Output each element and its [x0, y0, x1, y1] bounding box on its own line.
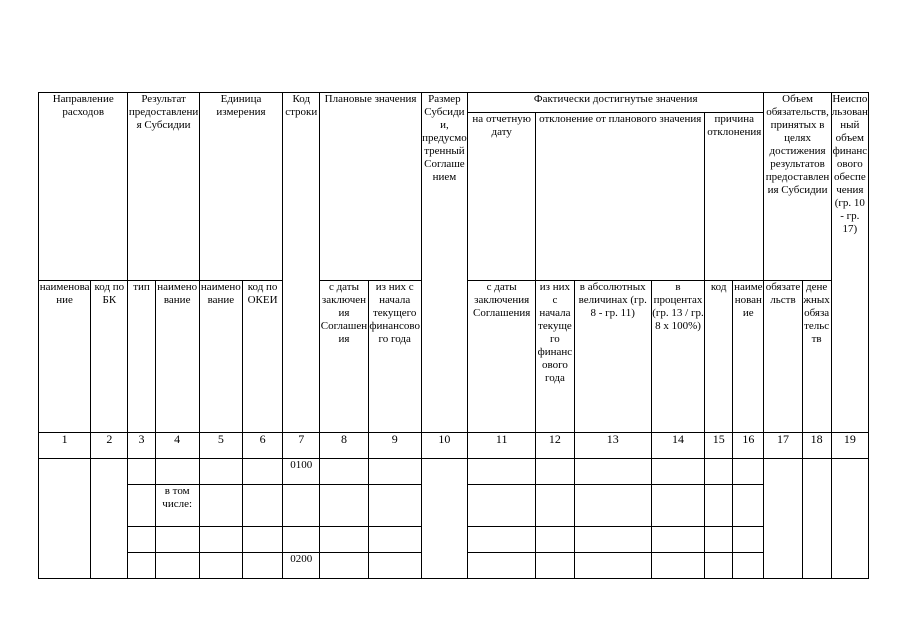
- table-cell[interactable]: [705, 527, 733, 553]
- table-cell[interactable]: [128, 527, 155, 553]
- header-result: Результат предоставления Субсидии: [128, 93, 199, 281]
- table-cell[interactable]: [574, 485, 651, 527]
- table-cell[interactable]: [764, 459, 802, 579]
- table-cell[interactable]: [802, 459, 831, 579]
- table-cell[interactable]: [468, 527, 536, 553]
- table-cell[interactable]: [536, 527, 574, 553]
- table-cell[interactable]: [733, 459, 764, 485]
- table-cell[interactable]: [651, 527, 704, 553]
- row-code-0200: 0200: [283, 553, 320, 579]
- subheader-monetary-obligations: денежных обязательств: [802, 281, 831, 433]
- table-cell[interactable]: [91, 459, 128, 579]
- column-numbers-row: [39, 433, 869, 459]
- subheader-bk-code: код по БК: [91, 281, 128, 433]
- column-number: 5: [199, 433, 242, 459]
- column-number: 13: [574, 433, 651, 459]
- table-cell[interactable]: [705, 553, 733, 579]
- column-number: 6: [242, 433, 282, 459]
- table-cell[interactable]: [574, 527, 651, 553]
- table-cell[interactable]: [242, 459, 282, 485]
- header-planned: Плановые значения: [320, 93, 421, 281]
- table-cell[interactable]: [155, 459, 199, 485]
- column-number: 7: [283, 433, 320, 459]
- table-cell[interactable]: [733, 485, 764, 527]
- subheader-actual-since-agreement: с даты заключения Соглашения: [468, 281, 536, 433]
- table-cell[interactable]: [368, 485, 421, 527]
- header-line-code: Код строки: [283, 93, 320, 433]
- column-number: 11: [468, 433, 536, 459]
- table-cell[interactable]: [242, 485, 282, 527]
- column-number: 1: [39, 433, 91, 459]
- table-cell[interactable]: [199, 527, 242, 553]
- subheader-actual-current-year: из них с начала текущего финансового года: [536, 281, 574, 433]
- column-number: 14: [651, 433, 704, 459]
- table-cell[interactable]: [574, 459, 651, 485]
- table-cell[interactable]: [283, 485, 320, 527]
- table-cell[interactable]: [155, 553, 199, 579]
- table-cell[interactable]: [39, 459, 91, 579]
- table-row: [39, 459, 869, 485]
- subheader-unit-name: наименование: [199, 281, 242, 433]
- table-cell[interactable]: [651, 553, 704, 579]
- subheader-reason-name: наименование: [733, 281, 764, 433]
- subheader-plan-since-agreement: с даты заключения Соглашения: [320, 281, 368, 433]
- header-direction: Направление расходов: [39, 93, 128, 281]
- table-cell[interactable]: [320, 485, 368, 527]
- subheader-okei-code: код по ОКЕИ: [242, 281, 282, 433]
- table-cell[interactable]: [705, 485, 733, 527]
- table-cell[interactable]: [128, 553, 155, 579]
- column-number: 16: [733, 433, 764, 459]
- header-unit: Единица измерения: [199, 93, 282, 281]
- table-cell[interactable]: [468, 485, 536, 527]
- column-number: 18: [802, 433, 831, 459]
- table-cell[interactable]: [705, 459, 733, 485]
- header-deviation-reason: причина отклонения: [705, 113, 764, 281]
- subheader-obligations: обязательств: [764, 281, 802, 433]
- table-cell[interactable]: [368, 527, 421, 553]
- column-number: 9: [368, 433, 421, 459]
- table-cell[interactable]: [320, 527, 368, 553]
- table-cell[interactable]: [128, 485, 155, 527]
- column-number: 3: [128, 433, 155, 459]
- report-table: [38, 92, 869, 579]
- including-label: в том числе:: [155, 485, 199, 527]
- table-cell[interactable]: [128, 459, 155, 485]
- table-cell[interactable]: [368, 553, 421, 579]
- column-number: 2: [91, 433, 128, 459]
- table-cell[interactable]: [199, 485, 242, 527]
- table-cell[interactable]: [368, 459, 421, 485]
- subheader-deviation-percent: в процентах (гр. 13 / гр. 8 x 100%): [651, 281, 704, 433]
- table-cell[interactable]: [651, 485, 704, 527]
- column-number: 10: [421, 433, 467, 459]
- header-reporting-date: на отчетную дату: [468, 113, 536, 281]
- column-number: 17: [764, 433, 802, 459]
- column-number: 8: [320, 433, 368, 459]
- subheader-type: тип: [128, 281, 155, 433]
- table-cell[interactable]: [733, 527, 764, 553]
- subheader-name: наименование: [39, 281, 91, 433]
- table-cell[interactable]: [320, 459, 368, 485]
- table-cell[interactable]: [468, 553, 536, 579]
- table-cell[interactable]: [733, 553, 764, 579]
- row-code-0100: 0100: [283, 459, 320, 485]
- column-number: 15: [705, 433, 733, 459]
- table-cell[interactable]: [831, 459, 868, 579]
- table-cell[interactable]: [536, 459, 574, 485]
- table-cell[interactable]: [155, 527, 199, 553]
- header-unused: Неиспользованный объем финансового обеспечения (гр. 10 - гр. 17): [831, 93, 868, 433]
- subheader-reason-code: код: [705, 281, 733, 433]
- table-cell[interactable]: [421, 459, 467, 579]
- subheader-plan-current-year: из них с начала текущего финансового года: [368, 281, 421, 433]
- column-number: 19: [831, 433, 868, 459]
- table-cell[interactable]: [536, 485, 574, 527]
- table-cell[interactable]: [536, 553, 574, 579]
- subheader-deviation-absolute: в абсолютных величинах (гр. 8 - гр. 11): [574, 281, 651, 433]
- table-cell[interactable]: [199, 459, 242, 485]
- header-obligations: Объем обязательств, принятых в целях достижения результатов предоставления Субсидии: [764, 93, 831, 281]
- table-cell[interactable]: [320, 553, 368, 579]
- table-cell[interactable]: [574, 553, 651, 579]
- header-actual: Фактически достигнутые значения: [468, 93, 764, 113]
- table-cell[interactable]: [242, 553, 282, 579]
- table-cell[interactable]: [242, 527, 282, 553]
- header-subsidy-size: Размер Субсидии, предусмотренный Соглашением: [421, 93, 467, 433]
- table-cell[interactable]: [468, 459, 536, 485]
- table-cell[interactable]: [651, 459, 704, 485]
- column-number: 12: [536, 433, 574, 459]
- table-cell[interactable]: [199, 553, 242, 579]
- subheader-result-name: наименование: [155, 281, 199, 433]
- table-cell[interactable]: [283, 527, 320, 553]
- column-number: 4: [155, 433, 199, 459]
- header-deviation: отклонение от планового значения: [536, 113, 705, 281]
